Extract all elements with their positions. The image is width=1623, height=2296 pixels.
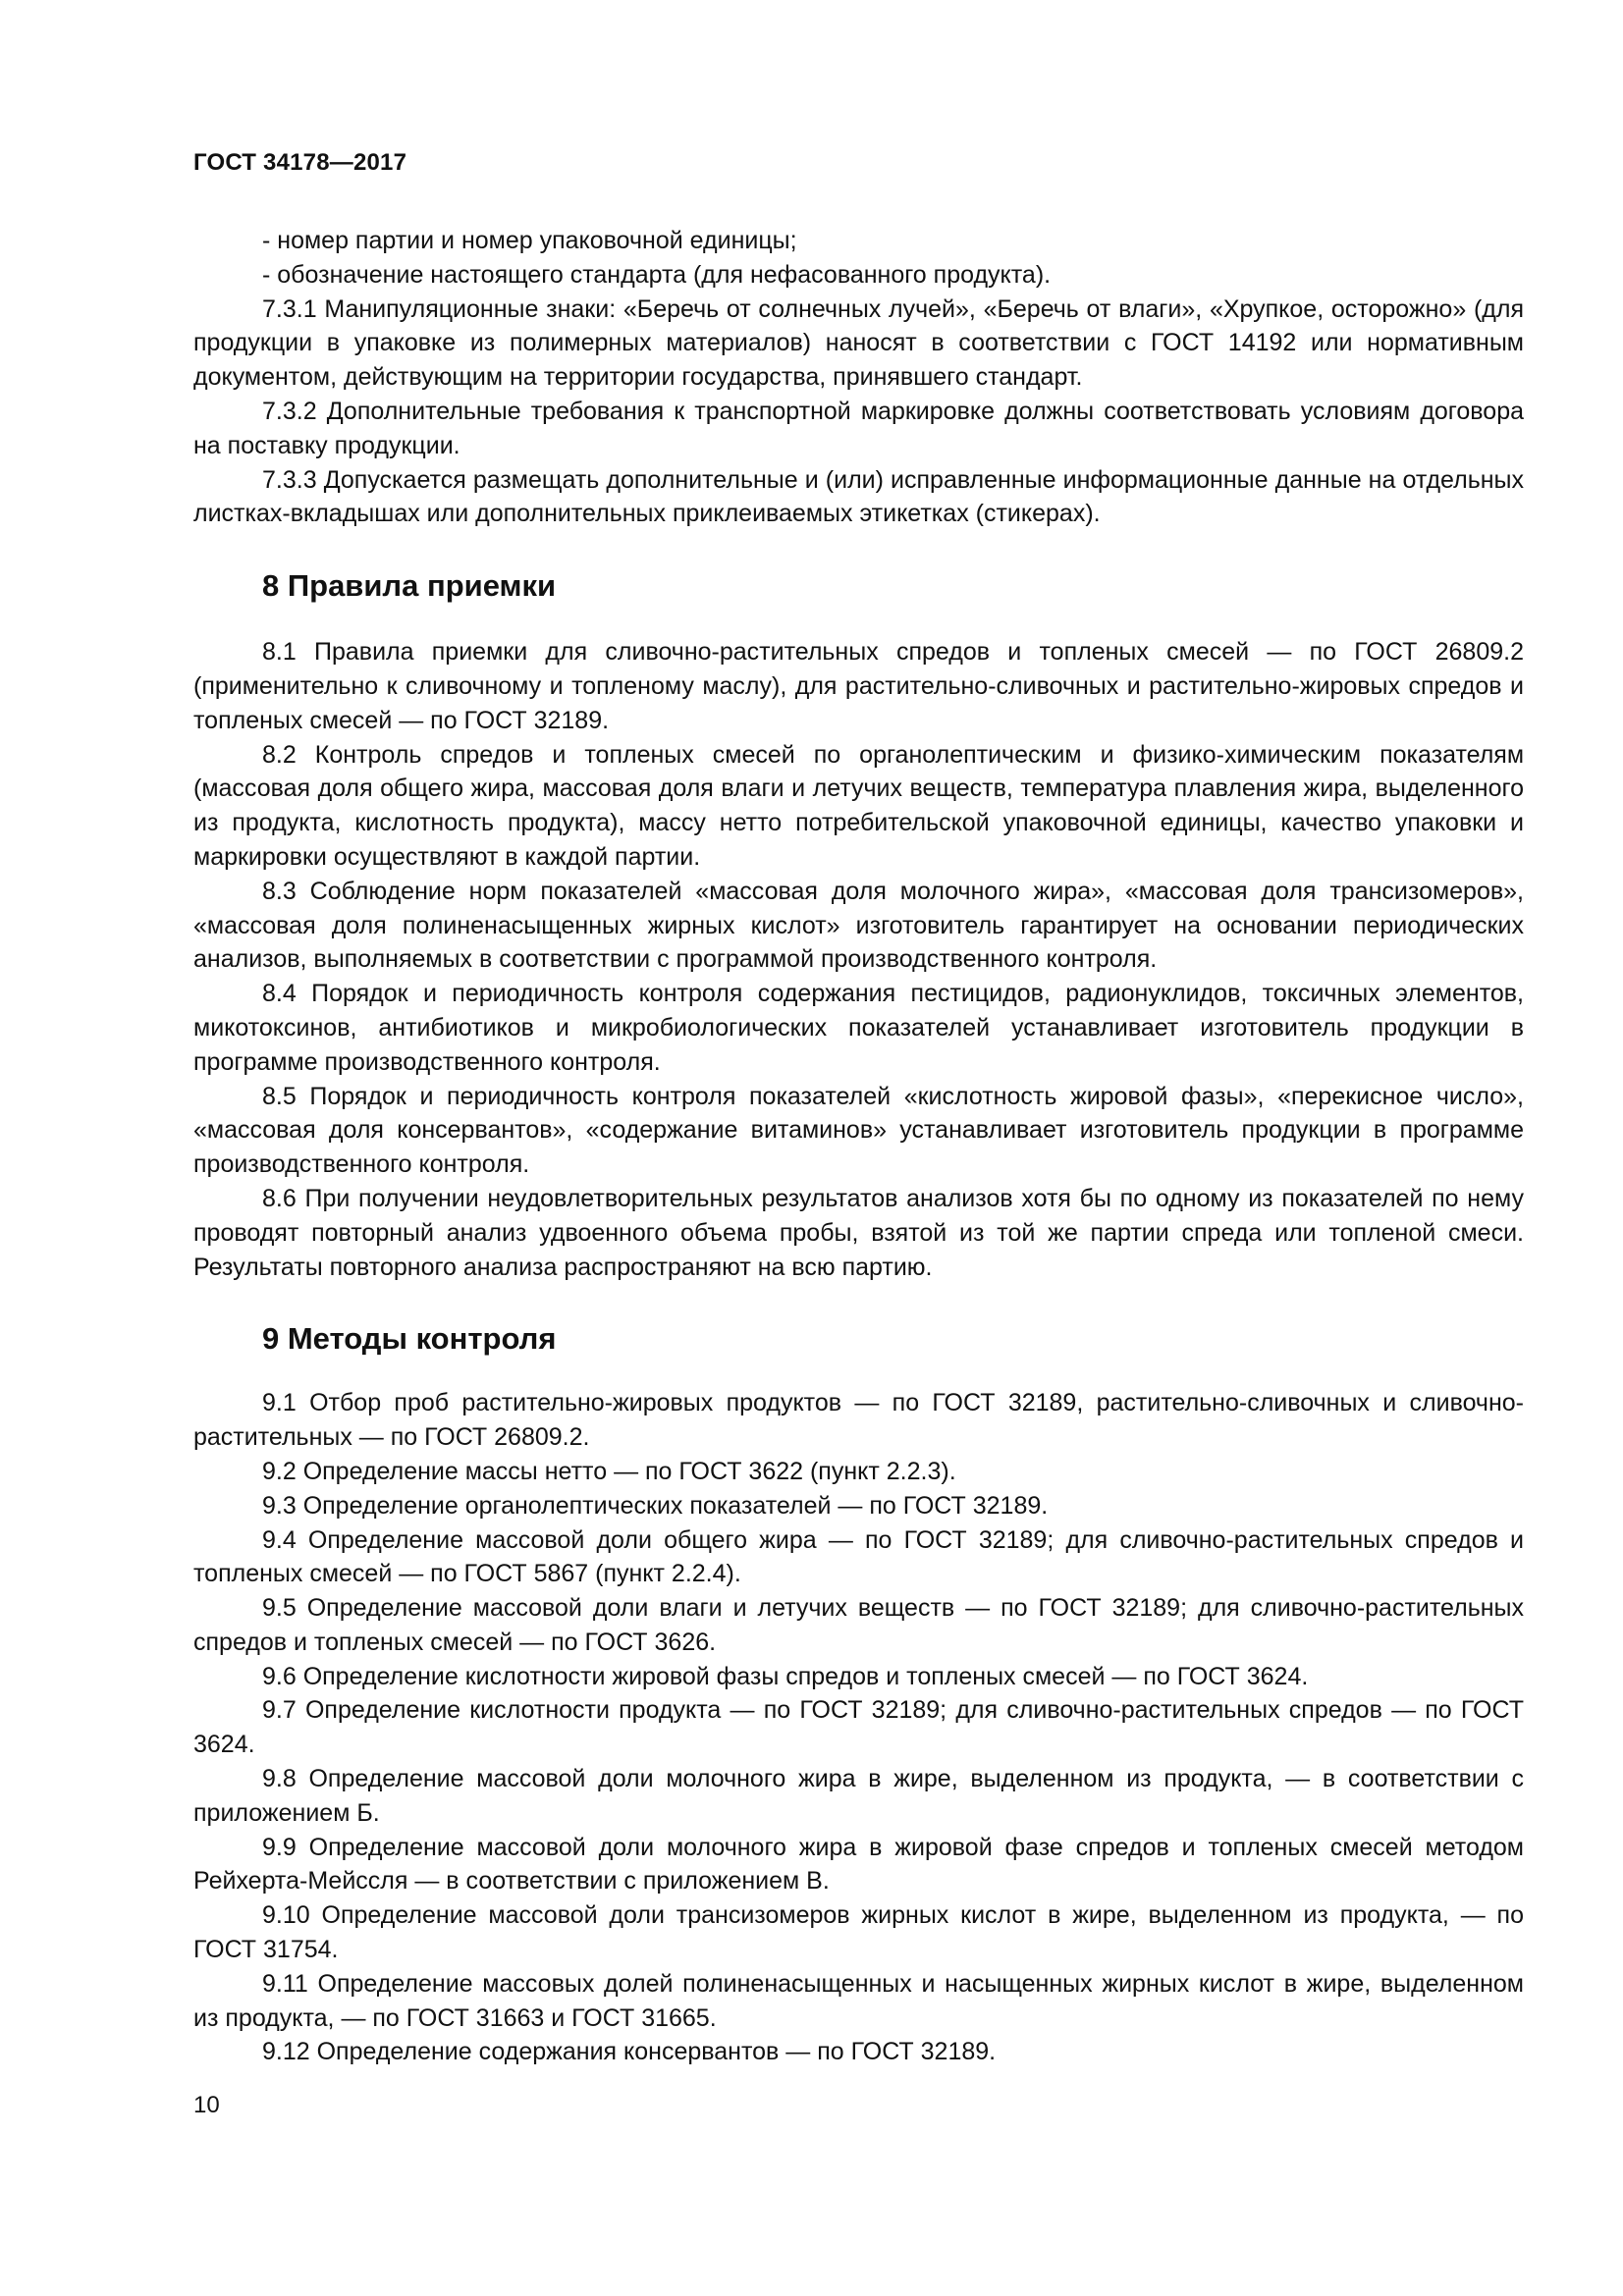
- paragraph-8-1: 8.1 Правила приемки для сливочно-растительных спредов и топленых смесей — по ГОСТ 26809.2 (применительно к сливочному и топленому маслу), для растительно-сливочных и растительно-жировых спредов и топленых смесей — по ГОСТ 32189.: [193, 638, 1524, 734]
- page-body: [193, 224, 1524, 2069]
- paragraph-9-8: 9.8 Определение массовой доли молочного жира в жире, выделенном из продукта, — в соответствии с приложением Б.: [193, 1765, 1524, 1827]
- paragraph-8-6: 8.6 При получении неудовлетворительных результатов анализов хотя бы по одному из показателей по нему проводят повторный анализ удвоенного объема пробы, взятой из той же партии спреда или топленой смеси. Результаты повторного анализа распространяют на всю партию.: [193, 1184, 1524, 1281]
- paragraph-9-3: 9.3 Определение органолептических показателей — по ГОСТ 32189.: [262, 1491, 1049, 1520]
- paragraph-9-7: 9.7 Определение кислотности продукта — по ГОСТ 32189; для сливочно-растительных спредов — по ГОСТ 3624.: [193, 1696, 1524, 1759]
- paragraph-8-5: 8.5 Порядок и периодичность контроля показателей «кислотность жировой фазы», «перекисное число», «массовая доля консервантов», «содержание витаминов» устанавливает изготовитель продукции в программе производственного контроля.: [193, 1082, 1524, 1179]
- paragraph-9-2: 9.2 Определение массы нетто — по ГОСТ 3622 (пункт 2.2.3).: [262, 1457, 956, 1485]
- list-item-batch-number: - номер партии и номер упаковочной единицы;: [262, 227, 797, 254]
- paragraph-9-6: 9.6 Определение кислотности жировой фазы спредов и топленых смесей — по ГОСТ 3624.: [262, 1662, 1309, 1690]
- section-9-heading: 9 Методы контроля: [262, 1321, 557, 1357]
- paragraph-9-10: 9.10 Определение массовой доли трансизомеров жирных кислот в жире, выделенном из продукта, — по ГОСТ 31754.: [193, 1901, 1524, 1964]
- section-8-heading: 8 Правила приемки: [262, 568, 557, 604]
- document-header: ГОСТ 34178—2017: [193, 149, 407, 176]
- list-item-standard-designation: - обозначение настоящего стандарта (для нефасованного продукта).: [262, 260, 1052, 289]
- paragraph-8-3: 8.3 Соблюдение норм показателей «массовая доля молочного жира», «массовая доля трансизомеров», «массовая доля полиненасыщенных жирных кислот» изготовитель гарантирует на основании периодических анализов, выполняемых в соответствии с программой производственного контроля.: [193, 877, 1524, 974]
- paragraph-9-1: 9.1 Отбор проб растительно-жировых продуктов — по ГОСТ 32189, растительно-сливочных и сливочно-растительных — по ГОСТ 26809.2.: [193, 1389, 1524, 1452]
- paragraph-7-3-2: 7.3.2 Дополнительные требования к транспортной маркировке должны соответствовать условиям договора на поставку продукции.: [193, 397, 1524, 459]
- paragraph-9-5: 9.5 Определение массовой доли влаги и летучих веществ — по ГОСТ 32189; для сливочно-растительных спредов и топленых смесей — по ГОСТ 3626.: [193, 1594, 1524, 1656]
- paragraph-7-3-1: 7.3.1 Манипуляционные знаки: «Беречь от солнечных лучей», «Беречь от влаги», «Хрупкое, осторожно» (для продукции в упаковке из полимерных материалов) наносят в соответствии с ГОСТ 14192 или нормативным документом, действующим на территории государства, принявшего стандарт.: [193, 294, 1524, 392]
- page-number: 10: [193, 2092, 220, 2118]
- paragraph-9-4: 9.4 Определение массовой доли общего жира — по ГОСТ 32189; для сливочно-растительных спредов и топленых смесей — по ГОСТ 5867 (пункт 2.2.4).: [193, 1525, 1524, 1588]
- paragraph-9-12: 9.12 Определение содержания консервантов — по ГОСТ 32189.: [262, 2038, 997, 2066]
- paragraph-7-3-3: 7.3.3 Допускается размещать дополнительные и (или) исправленные информационные данные на отдельных листках-вкладышах или дополнительных приклеиваемых этикетках (стикерах).: [193, 465, 1524, 528]
- paragraph-8-4: 8.4 Порядок и периодичность контроля содержания пестицидов, радионуклидов, токсичных элементов, микотоксинов, антибиотиков и микробиологических показателей устанавливает изготовитель продукции в программе производственного контроля.: [193, 980, 1524, 1076]
- paragraph-9-11: 9.11 Определение массовых долей полиненасыщенных и насыщенных жирных кислот в жире, выделенном из продукта, — по ГОСТ 31663 и ГОСТ 31665.: [193, 1969, 1524, 2032]
- paragraph-8-2: 8.2 Контроль спредов и топленых смесей по органолептическим и физико-химическим показателям (массовая доля общего жира, массовая доля влаги и летучих веществ, температура плавления жира, выделенного из продукта, кислотность продукта), массу нетто потребительской упаковочной единицы, качество упаковки и маркировки осуществляют в каждой партии.: [193, 740, 1524, 871]
- paragraph-9-9: 9.9 Определение массовой доли молочного жира в жировой фазе спредов и топленых смесей методом Рейхерта-Мейссля — в соответствии с приложением В.: [193, 1833, 1524, 1896]
